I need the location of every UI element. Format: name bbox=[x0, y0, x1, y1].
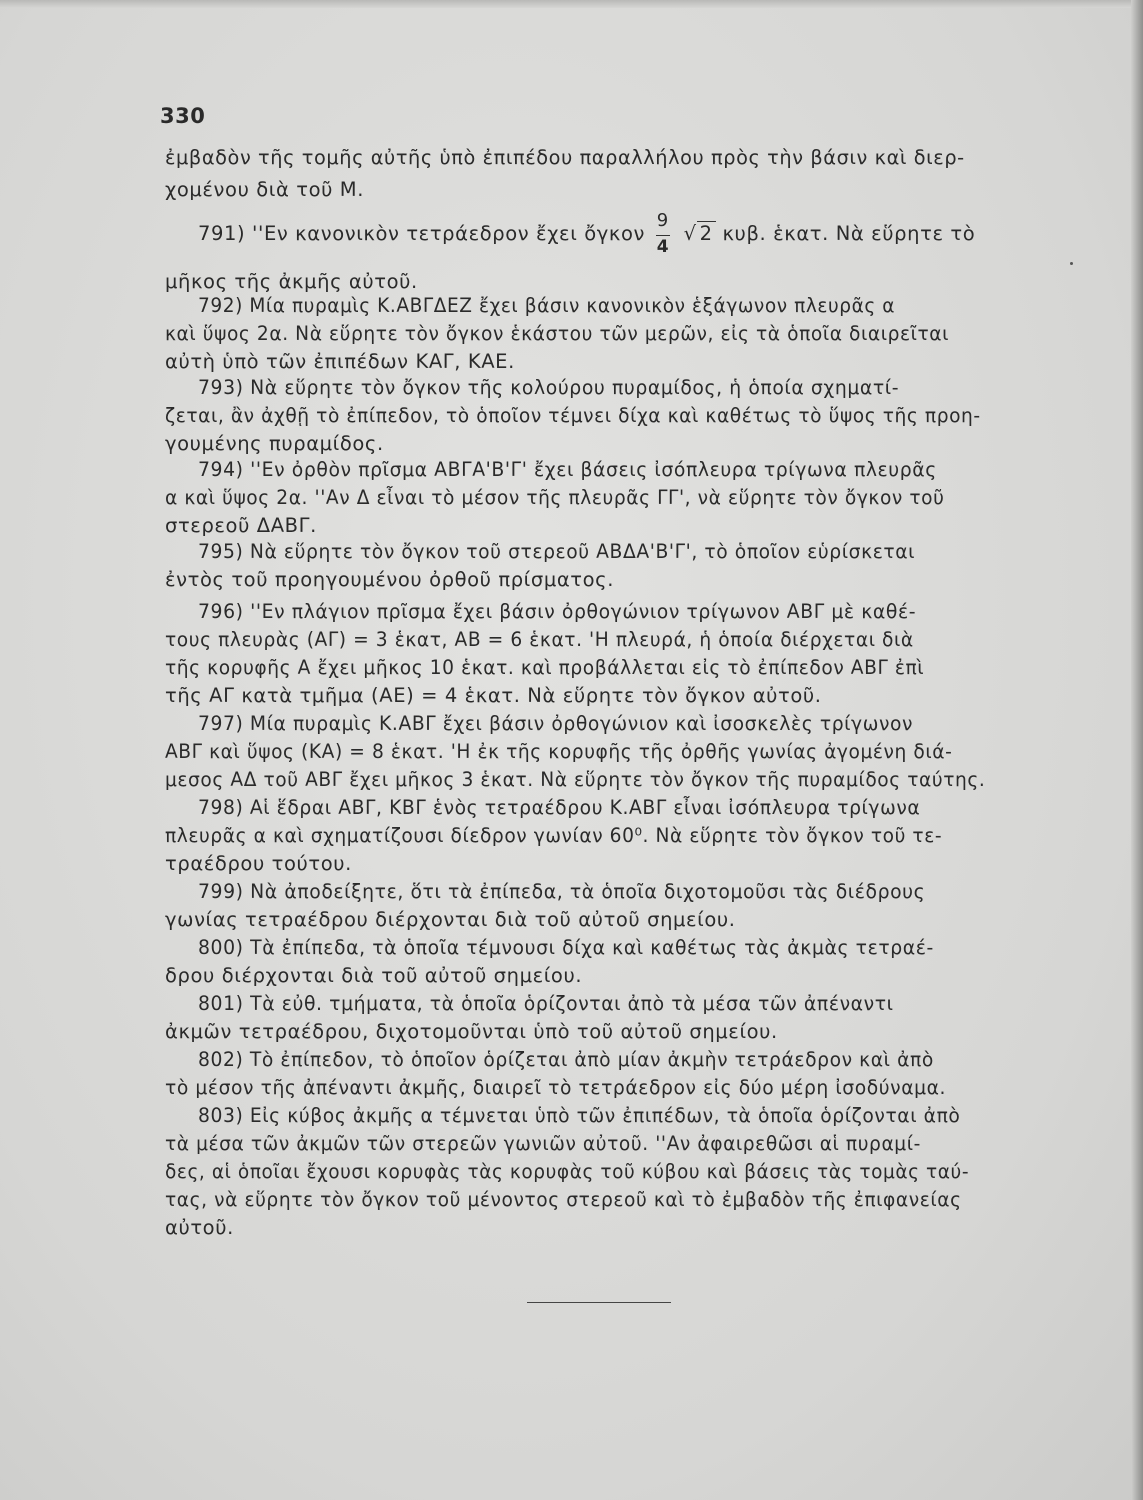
text-line-19: τῆς ΑΓ κατὰ τμῆμα (ΑΕ) = 4 ἑκατ. Νὰ εὕρητε τὸν ὄγκον αὐτοῦ. bbox=[165, 684, 822, 707]
text-line-11: 794) ''Εν ὀρθὸν πρῖσμα ΑΒΓΑ'Β'Γ' ἔχει βάσεις ἰσόπλευρα τρίγωνα πλευρᾶς bbox=[198, 458, 937, 481]
problem-791-line bbox=[198, 209, 1078, 257]
text-line-12: α καὶ ὕψος 2α. ''Αν Δ εἶναι τὸ μέσον τῆς πλευρᾶς ΓΓ', νὰ εὕρητε τὸν ὄγκον τοῦ bbox=[165, 486, 945, 509]
text-line-23: 798) Αἱ ἕδραι ΑΒΓ, ΚΒΓ ἑνὸς τετραέδρου Κ.ΑΒΓ εἶναι ἰσόπλευρα τρίγωνα bbox=[198, 796, 921, 819]
text-line-1: ἐμβαδὸν τῆς τομῆς αὐτῆς ὑπὸ ἐπιπέδου παραλλήλου πρὸς τὴν βάσιν καὶ διερ- bbox=[165, 146, 965, 169]
text-line-26: 799) Νὰ ἀποδείξητε, ὅτι τὰ ἐπίπεδα, τὰ ὁποῖα διχοτομοῦσι τὰς διέδρους bbox=[198, 880, 926, 903]
end-of-section-rule bbox=[527, 1302, 671, 1303]
text-line-5: 792) Μία πυραμὶς Κ.ΑΒΓΔΕΖ ἔχει βάσιν κανονικὸν ἑξάγωνον πλευρᾶς α bbox=[198, 294, 896, 317]
text-line-24: πλευρᾶς α καὶ σχηματίζουσι δίεδρον γωνίαν 60⁰. Νὰ εὕρητε τὸν ὄγκον τοῦ τε- bbox=[165, 824, 943, 847]
radical-sign: √ bbox=[683, 222, 697, 245]
text-line-9: ζεται, ἂν ἀχθῇ τὸ ἐπίπεδον, τὸ ὁποῖον τέμνει δίχα καὶ καθέτως τὸ ὕψος τῆς προη- bbox=[165, 404, 981, 427]
text-line-20: 797) Μία πυραμὶς Κ.ΑΒΓ ἔχει βάσιν ὀρθογώνιον καὶ ἰσοσκελὲς τρίγωνον bbox=[198, 712, 914, 735]
ink-speck bbox=[1070, 262, 1073, 265]
text-line-8: 793) Νὰ εὕρητε τὸν ὄγκον τῆς κολούρου πυραμίδος, ἡ ὁποία σχηματί- bbox=[198, 376, 900, 399]
text-line-37: τας, νὰ εὕρητε τὸν ὄγκον τοῦ μένοντος στερεοῦ καὶ τὸ ἐμβαδὸν τῆς ἐπιφανείας bbox=[165, 1188, 962, 1211]
fraction-denominator: 4 bbox=[656, 236, 670, 257]
text-line-28: 800) Τὰ ἐπίπεδα, τὰ ὁποῖα τέμνουσι δίχα καὶ καθέτως τὰς ἀκμὰς τετραέ- bbox=[198, 936, 934, 959]
text-line-18: τῆς κορυφῆς Α ἔχει μῆκος 10 ἑκατ. καὶ προβάλλεται εἰς τὸ ἐπίπεδον ΑΒΓ ἐπὶ bbox=[165, 656, 925, 679]
fraction-numerator: 9 bbox=[656, 209, 669, 231]
square-root bbox=[684, 222, 716, 246]
text-line-4: μῆκος τῆς ἀκμῆς αὐτοῦ. bbox=[165, 270, 418, 293]
text-line-35: τὰ μέσα τῶν ἀκμῶν τῶν στερεῶν γωνιῶν αὐτοῦ. ''Αν ἀφαιρεθῶσι αἱ πυραμί- bbox=[165, 1132, 921, 1155]
text-line-22: μεσος ΑΔ τοῦ ΑΒΓ ἔχει μῆκος 3 ἑκατ. Νὰ εὕρητε τὸν ὄγκον τῆς πυραμίδος ταύτης. bbox=[165, 768, 986, 791]
text-line-6: καὶ ὕψος 2α. Νὰ εὕρητε τὸν ὄγκον ἑκάστου τῶν μερῶν, εἰς τὰ ὁποῖα διαιρεῖται bbox=[165, 322, 950, 345]
text-line-17: τους πλευρὰς (ΑΓ) = 3 ἑκατ, ΑΒ = 6 ἑκατ. 'Η πλευρά, ἡ ὁποία διέρχεται διὰ bbox=[165, 628, 914, 651]
text-line-34: 803) Εἰς κύβος ἀκμῆς α τέμνεται ὑπὸ τῶν ἐπιπέδων, τὰ ὁποῖα ὁρίζονται ἀπὸ bbox=[198, 1104, 961, 1127]
text-line-10: γουμένης πυραμίδος. bbox=[165, 432, 384, 455]
text-line-14: 795) Νὰ εὕρητε τὸν ὄγκον τοῦ στερεοῦ ΑΒΔΑ'Β'Γ', τὸ ὁποῖον εὑρίσκεται bbox=[198, 540, 916, 563]
text-line-16: 796) ''Εν πλάγιον πρῖσμα ἔχει βάσιν ὀρθογώνιον τρίγωνον ΑΒΓ μὲ καθέ- bbox=[198, 600, 917, 623]
text-line-30: 801) Τὰ εὐθ. τμήματα, τὰ ὁποῖα ὁρίζονται ἀπὸ τὰ μέσα τῶν ἀπέναντι bbox=[198, 992, 894, 1015]
text-line-33: τὸ μέσον τῆς ἀπέναντι ἀκμῆς, διαιρεῖ τὸ τετράεδρον εἰς δύο μέρη ἰσοδύναμα. bbox=[165, 1076, 947, 1099]
text-line-2: χομένου διὰ τοῦ Μ. bbox=[165, 178, 365, 201]
text-line-7: αὐτὴ ὑπὸ τῶν ἐπιπέδων ΚΑΓ, ΚΑΕ. bbox=[165, 350, 515, 373]
volume-fraction bbox=[656, 209, 670, 257]
text-line-31: ἀκμῶν τετραέδρου, διχοτομοῦνται ὑπὸ τοῦ αὐτοῦ σημείου. bbox=[165, 1020, 778, 1043]
text-line-29: δρου διέρχονται διὰ τοῦ αὐτοῦ σημείου. bbox=[165, 964, 583, 987]
text-line-15: ἐντὸς τοῦ προηγουμένου ὀρθοῦ πρίσματος. bbox=[165, 568, 615, 591]
text-line-25: τραέδρου τούτου. bbox=[165, 852, 352, 875]
page-right-edge bbox=[1131, 0, 1143, 1500]
text-line-38: αὐτοῦ. bbox=[165, 1216, 234, 1239]
page-number: 330 bbox=[160, 104, 206, 128]
text-line-32: 802) Τὸ ἐπίπεδον, τὸ ὁποῖον ὁρίζεται ἀπὸ μίαν ἀκμὴν τετράεδρον καὶ ἀπὸ bbox=[198, 1048, 934, 1071]
problem-791-text-after: κυβ. ἑκατ. Νὰ εὕρητε τὸ bbox=[722, 222, 976, 245]
problem-791-text-before: 791) ''Εν κανονικὸν τετράεδρον ἔχει ὄγκον bbox=[198, 222, 645, 245]
text-line-36: δες, αἱ ὁποῖαι ἔχουσι κορυφὰς τὰς κορυφὰς τοῦ κύβου καὶ βάσεις τὰς τομὰς ταύ- bbox=[165, 1160, 970, 1183]
page-top-edge bbox=[0, 0, 1143, 8]
text-line-21: ΑΒΓ καὶ ὕψος (ΚΑ) = 8 ἑκατ. 'Η ἐκ τῆς κορυφῆς τῆς ὀρθῆς γωνίας ἀγομένη διά- bbox=[165, 740, 953, 763]
text-line-27: γωνίας τετραέδρου διέρχονται διὰ τοῦ αὐτοῦ σημείου. bbox=[165, 908, 736, 931]
radicand: 2 bbox=[697, 221, 716, 245]
text-line-13: στερεοῦ ΔΑΒΓ. bbox=[165, 514, 317, 537]
